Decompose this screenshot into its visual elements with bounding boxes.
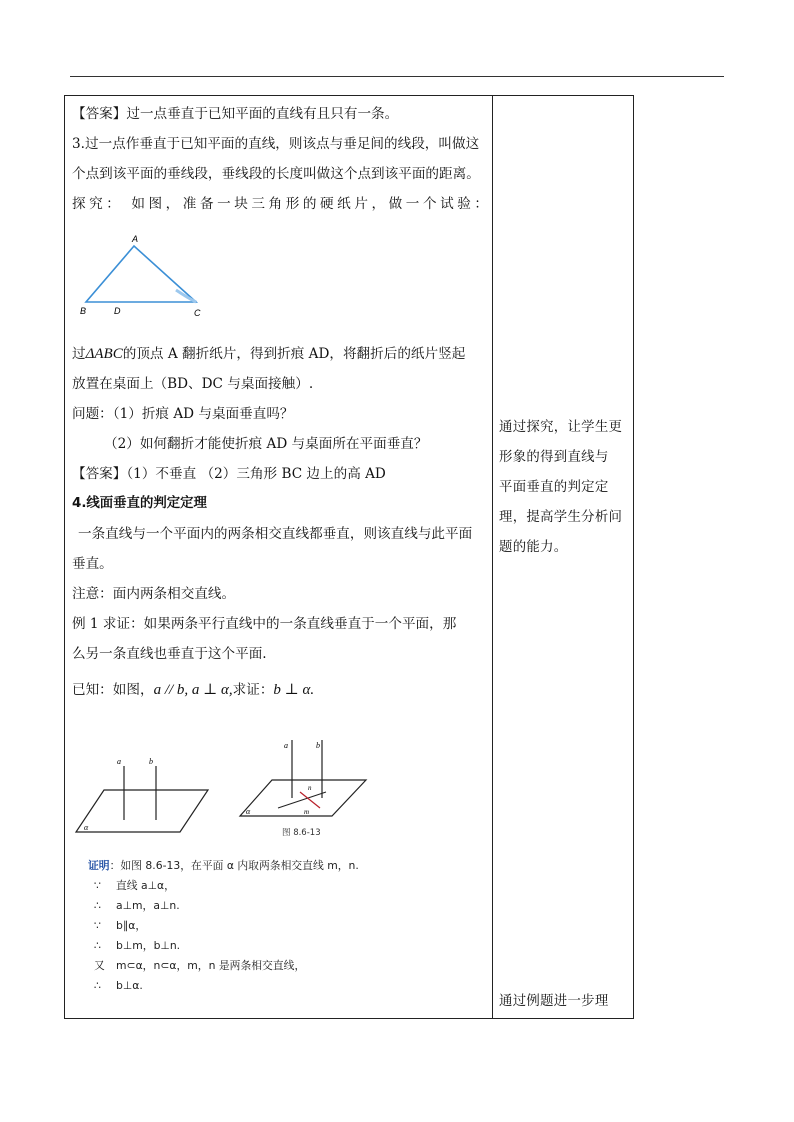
question-2: （2）如何翻折才能使折痕 AD 与桌面所在平面垂直？ bbox=[104, 436, 428, 452]
label-a: A bbox=[132, 234, 139, 244]
header-rule bbox=[70, 76, 724, 77]
label-c: C bbox=[194, 308, 201, 318]
question-1: 问题：（1）折痕 AD 与桌面垂直吗？ bbox=[72, 406, 294, 422]
proof-step-3-text: b∥α， bbox=[116, 919, 147, 932]
left-label-alpha: α bbox=[84, 823, 89, 832]
proof-step-1-symbol: ∵ bbox=[94, 879, 101, 892]
side-note-2: 通过例题进一步理 bbox=[499, 994, 609, 1009]
right-label-alpha: α bbox=[246, 807, 251, 816]
theorem-heading: 4.线面垂直的判定定理 bbox=[72, 496, 207, 511]
proof-step-3-symbol: ∵ bbox=[94, 919, 101, 932]
right-label-m: m bbox=[304, 808, 310, 816]
right-label-b: b bbox=[316, 741, 320, 750]
answer-2: 【答案】（1）不垂直 （2）三角形 BC 边上的高 AD bbox=[72, 466, 386, 482]
example-line-1: 例 1 求证：如果两条平行直线中的一条直线垂直于一个平面，那 bbox=[72, 616, 457, 632]
proof-step-4-text: b⊥m，b⊥n. bbox=[116, 939, 181, 952]
theorem-line-2: 垂直。 bbox=[72, 556, 113, 572]
right-label-a: a bbox=[284, 741, 288, 750]
definition-3-line-2: 个点到该平面的垂线段，垂线段的长度叫做这个点到该平面的距离。 bbox=[72, 166, 480, 182]
given-goal: b ⊥ α. bbox=[273, 682, 315, 698]
left-plane bbox=[76, 790, 208, 832]
side-note-1-line-4: 理，提高学生分析问 bbox=[499, 510, 623, 525]
example-line-2: 么另一条直线也垂直于这个平面. bbox=[72, 646, 267, 662]
label-b: B bbox=[80, 306, 87, 316]
proof-intro: ：如图 8.6-13，在平面 α 内取两条相交直线 m，n. bbox=[109, 859, 359, 872]
proof-block bbox=[88, 856, 359, 996]
left-label-b: b bbox=[149, 757, 153, 766]
triangle-abc: ΔABC bbox=[85, 346, 123, 362]
fold-line-1-rest: 的顶点 A 翻折纸片，得到折痕 AD，将翻折后的纸片竖起 bbox=[122, 346, 466, 362]
side-note-1-line-2: 形象的得到直线与 bbox=[499, 450, 609, 465]
plane-figures bbox=[72, 736, 392, 840]
fold-prefix: 过 bbox=[72, 346, 86, 362]
label-d: D bbox=[114, 306, 121, 316]
main-column bbox=[72, 99, 488, 705]
proof-label: 证明 bbox=[88, 859, 110, 872]
proof-step-5-symbol: 又 bbox=[94, 959, 105, 972]
side-note-1-line-1: 通过探究，让学生更 bbox=[499, 420, 623, 435]
triangle-fold-shade bbox=[176, 290, 196, 302]
answer-1: 【答案】过一点垂直于已知平面的直线有且只有一条。 bbox=[72, 106, 399, 122]
proof-heading bbox=[88, 856, 359, 876]
side-note-1 bbox=[499, 413, 629, 563]
proof-step-2-symbol: ∴ bbox=[94, 899, 101, 912]
left-label-a: a bbox=[117, 757, 121, 766]
side-note-1-line-5: 题的能力。 bbox=[499, 540, 568, 555]
theorem-line-1: 一条直线与一个平面内的两条相交直线都垂直，则该直线与此平面 bbox=[78, 526, 473, 542]
proof-step-6-text: b⊥α. bbox=[116, 979, 143, 992]
proof-step-6 bbox=[88, 976, 359, 996]
proof-step-1-text: 直线 a⊥α， bbox=[116, 879, 175, 892]
right-label-n: n bbox=[308, 784, 312, 792]
given-statement bbox=[72, 675, 488, 705]
figure-caption: 图 8.6-13 bbox=[282, 828, 321, 838]
proof-step-5 bbox=[88, 956, 359, 976]
triangle-figure bbox=[76, 232, 206, 320]
given-mid: 求证： bbox=[232, 682, 274, 698]
given-prefix: 已知：如图， bbox=[72, 682, 154, 698]
fold-line-1 bbox=[72, 339, 488, 369]
proof-step-6-symbol: ∴ bbox=[94, 979, 101, 992]
proof-step-4-symbol: ∴ bbox=[94, 939, 101, 952]
fold-line-2: 放置在桌面上（BD、DC 与桌面接触）. bbox=[72, 376, 314, 392]
proof-step-5-text: m⊂α，n⊂α，m，n 是两条相交直线， bbox=[116, 959, 306, 972]
proof-step-1 bbox=[88, 876, 359, 896]
given-math: a // b, a ⊥ α, bbox=[153, 682, 233, 698]
definition-3-line-1: 3.过一点作垂直于已知平面的直线，则该点与垂足间的线段，叫做这 bbox=[72, 136, 480, 152]
explore-instruction: 探究： 如图，准备一块三角形的硬纸片，做一个试验： bbox=[72, 196, 488, 212]
proof-step-2-text: a⊥m，a⊥n. bbox=[116, 899, 180, 912]
proof-step-3 bbox=[88, 916, 359, 936]
proof-step-2 bbox=[88, 896, 359, 916]
proof-step-4 bbox=[88, 936, 359, 956]
note: 注意：面内两条相交直线。 bbox=[72, 586, 236, 602]
column-divider bbox=[492, 95, 493, 1019]
right-line-m bbox=[278, 792, 326, 808]
right-plane bbox=[240, 780, 366, 816]
side-note-1-line-3: 平面垂直的判定定 bbox=[499, 480, 609, 495]
